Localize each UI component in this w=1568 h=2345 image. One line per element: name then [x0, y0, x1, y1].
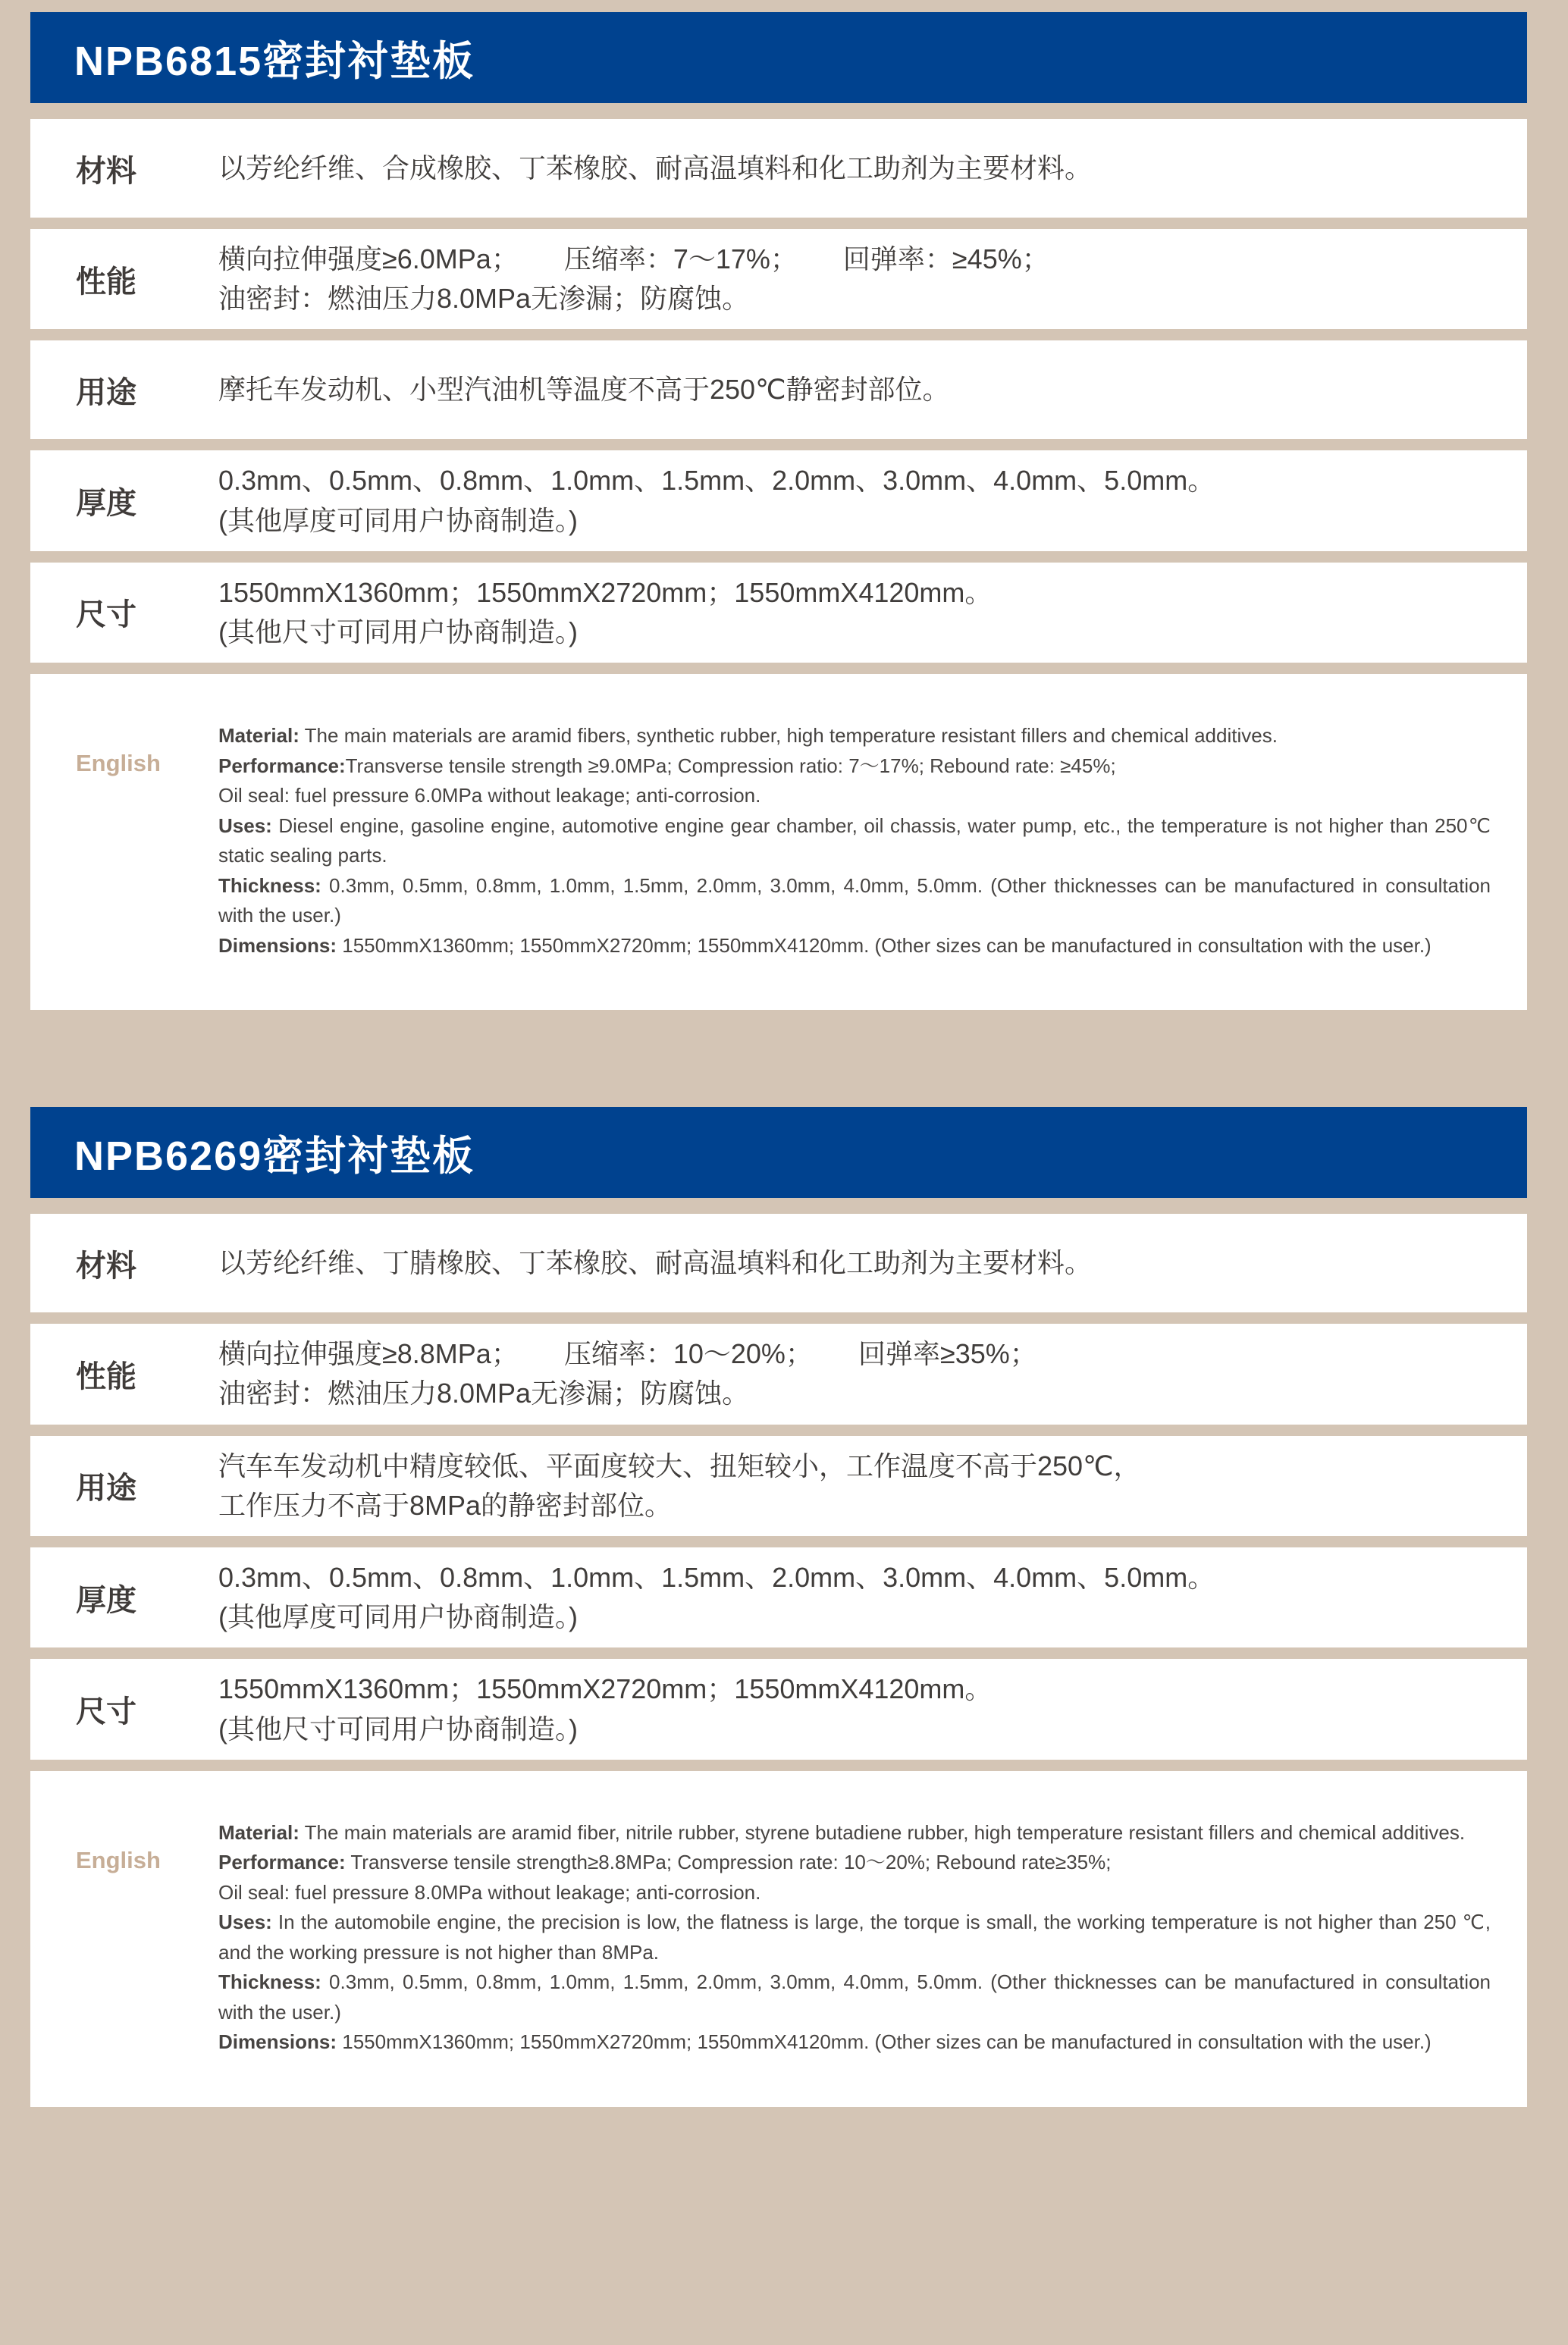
row-content: [218, 563, 1527, 663]
row-content: [218, 1233, 1527, 1293]
english-text: 1550mmX1360mm; 1550mmX2720mm; 1550mmX4120mm. (Other sizes can be manufactured in consultation with the user.): [337, 933, 1432, 957]
row-content-line: 摩托车发动机、小型汽油机等温度不高于250℃静密封部位。: [218, 374, 950, 406]
english-text: The main materials are aramid fiber, nitrile rubber, styrene butadiene rubber, high temperature resistant fillers and chemical additives.: [299, 1820, 1466, 1844]
english-paragraph: [218, 721, 1491, 751]
english-paragraphs: [218, 674, 1527, 1010]
spec-row: [30, 1547, 1527, 1647]
english-row: [30, 1771, 1527, 2107]
section-title: NPB6815密封衬垫板: [74, 38, 475, 84]
row-content-line: 横向拉伸强度≥6.0MPa； 压缩率：7～17%； 回弹率：≥45%；: [218, 243, 1049, 274]
spec-row: [30, 340, 1527, 439]
row-content-line: 1550mmX1360mm；1550mmX2720mm；1550mmX4120mm。: [218, 576, 993, 608]
english-paragraph: [218, 1818, 1491, 1848]
spec-row: [30, 563, 1527, 663]
english-text: 0.3mm, 0.5mm, 0.8mm, 1.0mm, 1.5mm, 2.0mm, 3.0mm, 4.0mm, 5.0mm. (Other thicknesses can be manufactured in consultation with the user.): [218, 1970, 1491, 2024]
english-term: Uses:: [218, 814, 272, 837]
product-section: [30, 12, 1527, 1010]
section-header: [30, 1107, 1527, 1198]
row-content: [218, 450, 1527, 550]
row-content: [218, 359, 1527, 420]
row-label: 材料: [76, 1249, 136, 1283]
english-text: Transverse tensile strength≥8.8MPa; Compression rate: 10～20%; Rebound rate≥35%;: [345, 1851, 1112, 1874]
english-paragraph: [218, 1878, 1491, 1908]
row-label: 厚度: [76, 487, 136, 521]
spec-rows: [30, 1214, 1527, 1760]
spec-row: [30, 1436, 1527, 1536]
row-label: 性能: [76, 265, 136, 299]
spec-row: [30, 1214, 1527, 1312]
row-content-line: (其他尺寸可同用户协商制造。): [218, 616, 578, 647]
english-paragraph: [218, 781, 1491, 811]
spec-row: [30, 119, 1527, 218]
row-content-line: (其他厚度可同用户协商制造。): [218, 1601, 578, 1633]
english-paragraph: [218, 1908, 1491, 1967]
english-paragraph: [218, 811, 1491, 871]
spec-row: [30, 229, 1527, 329]
english-text: Oil seal: fuel pressure 6.0MPa without leakage; anti-corrosion.: [218, 784, 761, 807]
english-paragraph: [218, 1967, 1491, 2027]
spec-row: [30, 1659, 1527, 1759]
row-content: [218, 138, 1527, 199]
row-content: [218, 1659, 1527, 1759]
english-paragraph: [218, 931, 1491, 961]
row-content-line: 油密封：燃油压力8.0MPa无渗漏；防腐蚀。: [218, 1378, 750, 1409]
english-text: 1550mmX1360mm; 1550mmX2720mm; 1550mmX4120mm. (Other sizes can be manufactured in consultation with the user.): [337, 2030, 1432, 2054]
row-label: 性能: [76, 1359, 136, 1394]
row-content: [218, 229, 1527, 329]
english-paragraph: [218, 1848, 1491, 1878]
row-content-line: (其他厚度可同用户协商制造。): [218, 504, 578, 536]
english-text: In the automobile engine, the precision is low, the flatness is large, the torque is small, the working temperature is not higher than 250 ℃, and the working pressure is not higher than 8MPa.: [218, 1911, 1491, 1964]
row-content: [218, 1547, 1527, 1647]
row-label: 材料: [76, 154, 136, 188]
english-term: Thickness:: [218, 1970, 321, 1994]
english-term: Performance:: [218, 754, 346, 777]
row-label: 尺寸: [76, 598, 136, 632]
row-content-line: 0.3mm、0.5mm、0.8mm、1.0mm、1.5mm、2.0mm、3.0mm、4.0mm、5.0mm。: [218, 465, 1215, 497]
section-header: [30, 12, 1527, 103]
english-label: English: [76, 1846, 161, 1873]
row-content-line: 以芳纶纤维、丁腈橡胶、丁苯橡胶、耐高温填料和化工助剂为主要材料。: [218, 1247, 1093, 1279]
row-content-line: 油密封：燃油压力8.0MPa无渗漏；防腐蚀。: [218, 283, 750, 315]
row-content-line: 工作压力不高于8MPa的静密封部位。: [218, 1489, 673, 1521]
spec-row: [30, 1324, 1527, 1424]
english-label: English: [76, 750, 161, 777]
english-text: Transverse tensile strength ≥9.0MPa; Compression ratio: 7～17%; Rebound rate: ≥45%;: [345, 754, 1116, 777]
row-content: [218, 1436, 1527, 1536]
row-content-line: 横向拉伸强度≥8.8MPa； 压缩率：10～20%； 回弹率≥35%；: [218, 1338, 1037, 1370]
row-content-line: 汽车车发动机中精度较低、平面度较大、扭矩较小，工作温度不高于250℃，: [218, 1450, 1141, 1481]
spec-row: [30, 450, 1527, 550]
row-content-line: (其他尺寸可同用户协商制造。): [218, 1713, 578, 1745]
english-term: Dimensions:: [218, 2030, 337, 2054]
product-section: [30, 1107, 1527, 2107]
spec-rows: [30, 119, 1527, 663]
english-text: The main materials are aramid fibers, synthetic rubber, high temperature resistant fillers and chemical additives.: [299, 724, 1278, 748]
row-label: 尺寸: [76, 1695, 136, 1729]
english-paragraph: [218, 871, 1491, 931]
section-title: NPB6269密封衬垫板: [74, 1133, 475, 1179]
english-term: Material:: [218, 724, 299, 748]
english-term: Uses:: [218, 1911, 272, 1934]
row-label: 用途: [76, 375, 136, 409]
english-text: 0.3mm, 0.5mm, 0.8mm, 1.0mm, 1.5mm, 2.0mm, 3.0mm, 4.0mm, 5.0mm. (Other thicknesses can be manufactured in consultation with the user.): [218, 873, 1491, 927]
english-paragraphs: [218, 1771, 1527, 2107]
row-content: [218, 1324, 1527, 1424]
english-paragraph: [218, 751, 1491, 782]
english-row: [30, 674, 1527, 1010]
row-label: 用途: [76, 1472, 136, 1506]
english-term: Performance:: [218, 1851, 346, 1874]
english-text: Oil seal: fuel pressure 8.0MPa without leakage; anti-corrosion.: [218, 1880, 761, 1904]
row-label: 厚度: [76, 1583, 136, 1617]
english-text: Diesel engine, gasoline engine, automotive engine gear chamber, oil chassis, water pump, etc., the temperature is not higher than 250℃ static sealing parts.: [218, 814, 1491, 867]
english-term: Dimensions:: [218, 933, 337, 957]
row-content-line: 以芳纶纤维、合成橡胶、丁苯橡胶、耐高温填料和化工助剂为主要材料。: [218, 152, 1093, 183]
row-content-line: 1550mmX1360mm；1550mmX2720mm；1550mmX4120mm。: [218, 1673, 993, 1705]
english-paragraph: [218, 2027, 1491, 2058]
english-term: Thickness:: [218, 873, 321, 897]
row-content-line: 0.3mm、0.5mm、0.8mm、1.0mm、1.5mm、2.0mm、3.0mm、4.0mm、5.0mm。: [218, 1562, 1215, 1593]
english-term: Material:: [218, 1820, 299, 1844]
